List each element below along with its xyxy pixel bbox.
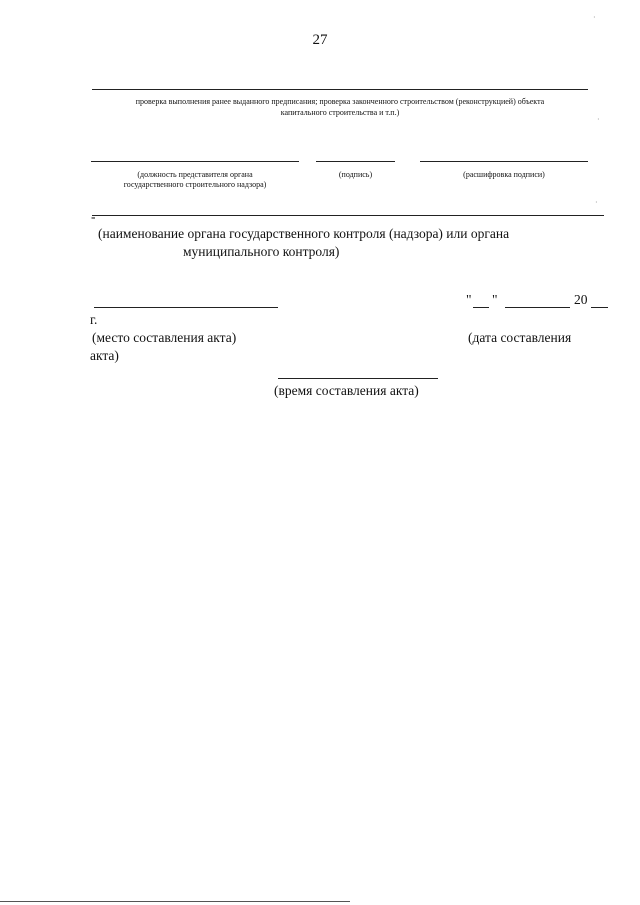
date-day-line xyxy=(473,307,489,308)
header-rule xyxy=(92,89,588,90)
scan-speck: · xyxy=(597,115,600,124)
authority-label-line2: муниципального контроля) xyxy=(183,244,340,259)
place-line xyxy=(94,307,278,308)
date-label-cont: акта) xyxy=(90,348,119,363)
bottom-edge-line xyxy=(0,901,350,902)
date-month-line xyxy=(505,307,570,308)
time-line xyxy=(278,378,438,379)
decoding-label: (расшифровка подписи) xyxy=(463,170,545,179)
time-label: (время составления акта) xyxy=(274,383,419,398)
scan-speck: · xyxy=(595,198,598,207)
signature-line xyxy=(316,161,395,162)
position-label-line1: (должность представителя органа xyxy=(137,170,253,179)
year-suffix: г. xyxy=(90,312,98,327)
date-quote-open: " xyxy=(466,292,472,307)
header-note-line1: проверка выполнения ранее выданного предписания; проверка законченного строительством (реконструкцией) объекта xyxy=(135,97,545,106)
position-signature-line xyxy=(91,161,299,162)
date-year-line xyxy=(591,307,608,308)
page-number: 27 xyxy=(312,32,328,48)
decoding-signature-line xyxy=(420,161,588,162)
authority-rule xyxy=(92,215,604,216)
place-label: (место составления акта) xyxy=(92,330,237,345)
date-quote-close: " xyxy=(492,292,498,307)
position-label-line2: государственного строительного надзора) xyxy=(123,180,267,189)
signature-label: (подпись) xyxy=(338,170,373,179)
header-note-line2: капитального строительства и т.п.) xyxy=(280,108,400,117)
authority-label-line1: (наименование органа государственного контроля (надзора) или органа xyxy=(98,226,510,241)
date-label: (дата составления xyxy=(468,330,572,345)
date-year-prefix: 20 xyxy=(574,292,588,307)
scan-speck: · xyxy=(593,13,596,22)
position-label xyxy=(91,170,299,190)
authority-dash: - xyxy=(91,209,96,224)
